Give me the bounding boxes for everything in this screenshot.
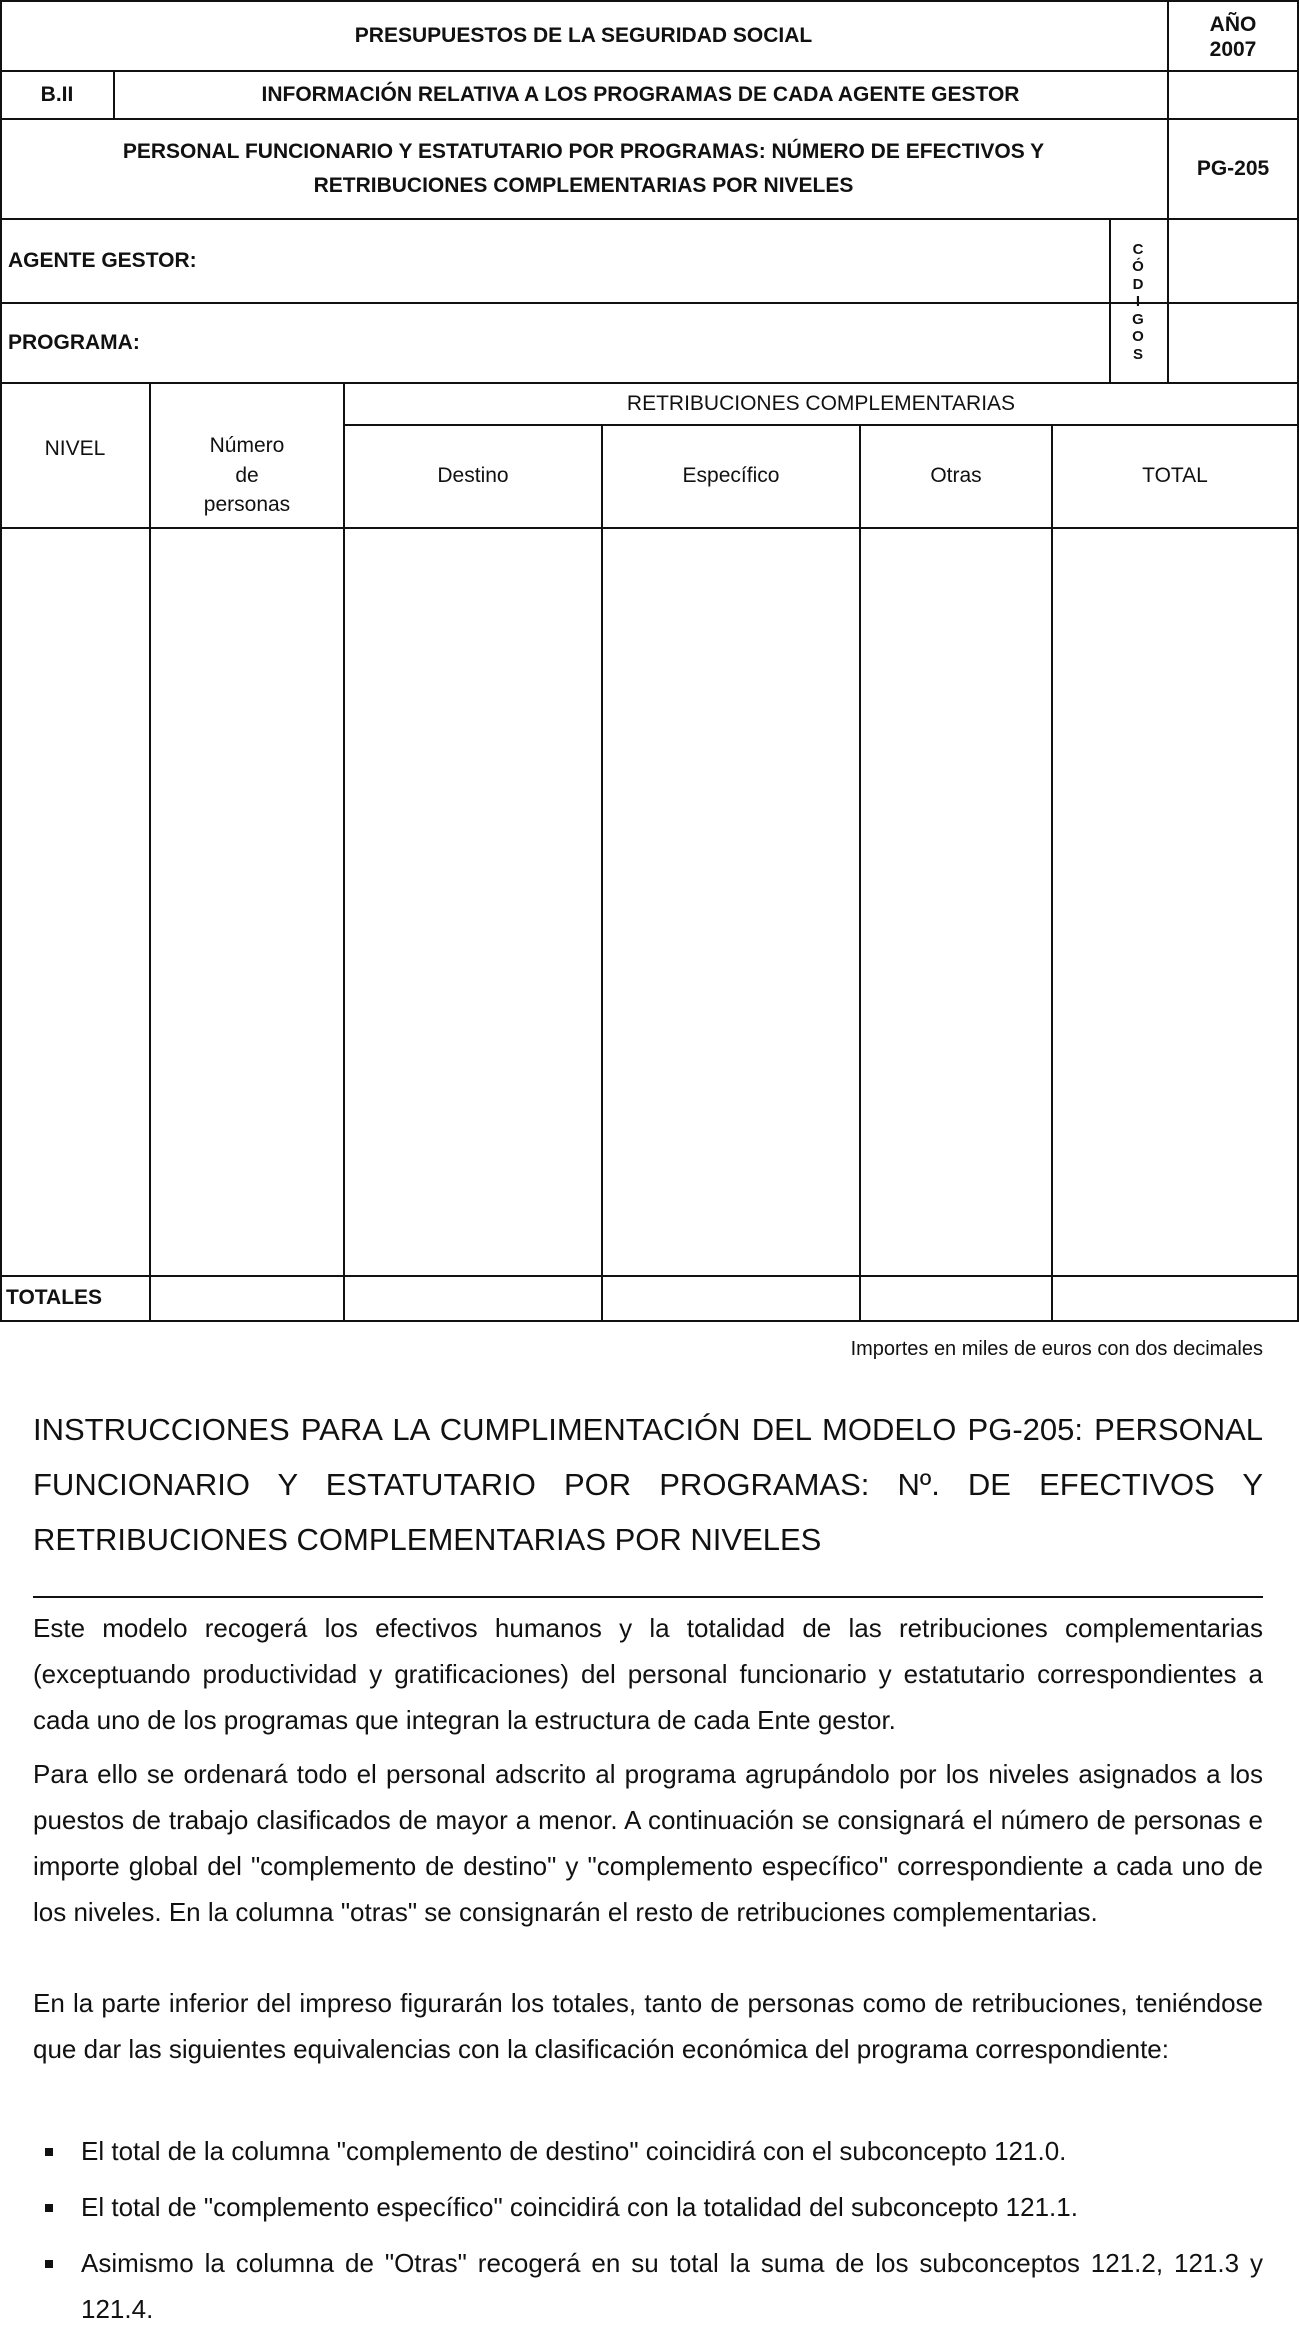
retribuciones-group-header: RETRIBUCIONES COMPLEMENTARIAS [626,391,1016,415]
programa-label: PROGRAMA: [8,330,140,354]
form-title-line2: RETRIBUCIONES COMPLEMENTARIAS POR NIVELES [313,174,854,197]
codigos-letter: G [1132,310,1144,328]
col-personas-line3: personas [203,493,291,517]
codigos-letter: C [1132,240,1144,258]
bullet-icon [45,2148,53,2156]
col-otras: Otras [930,464,982,488]
bullet-text: El total de la columna "complemento de destino" coincidirá con el subconcepto 121.0. [81,2136,1067,2166]
agente-gestor-label: AGENTE GESTOR: [8,248,197,272]
bullet-icon [45,2260,53,2268]
year-value: 2007 [1209,38,1257,61]
codigo-agente-box[interactable] [1169,220,1297,302]
codigo-programa-box[interactable] [1169,304,1297,382]
instruction-paragraph: Para ello se ordenará todo el personal adscrito al programa agrupándolo por los niveles asignados a los puestos de trabajo clasificados de mayor a menor. A continuación se consignará el número de personas e importe global del "complemento de destino" y "complemento específico" correspondiente a cada uno de los niveles. En la columna "otras" se consignarán el resto de retribuciones complementarias. [33,1759,1263,1927]
form-title-line1: PERSONAL FUNCIONARIO Y ESTATUTARIO POR PROGRAMAS: NÚMERO DE EFECTIVOS Y [122,140,1045,164]
section-title: INFORMACIÓN RELATIVA A LOS PROGRAMAS DE CADA AGENTE GESTOR [261,82,1020,106]
col-total: TOTAL [1142,464,1208,488]
section-code: B.II [40,82,74,106]
col-destino: Destino [437,464,509,488]
form-title [0,119,1167,219]
col-personas-line1: Número [209,434,285,458]
bullet-icon [45,2204,53,2212]
codigos-letter: I [1135,293,1141,311]
rule [0,1275,1299,1277]
codigos-vertical-label [1110,222,1166,382]
heading-rule [33,1596,1263,1598]
bullet-text: Asimismo la columna de "Otras" recogerá en su total la suma de los subconceptos 121.2, 121.3 y 121.4. [81,2248,1263,2324]
codigos-letter: O [1132,328,1144,346]
amounts-note: Importes en miles de euros con dos decimales [850,1338,1263,1360]
list-item [33,2184,1263,2230]
bullet-text: El total de "complemento específico" coincidirá con la totalidad del subconcepto 121.1. [81,2192,1078,2222]
col-numero-personas [150,424,344,527]
codigos-letter: S [1132,345,1143,363]
table-body-entry-area[interactable] [2,529,1297,1275]
year-block [1168,4,1298,70]
instructions-heading: INSTRUCCIONES PARA LA CUMPLIMENTACIÓN DEL MODELO PG-205: PERSONAL FUNCIONARIO Y ESTATUTARIO POR PROGRAMAS: Nº. DE EFECTIVOS Y RETRIBUCIONES COMPLEMENTARIAS POR NIVELES [33,1412,1263,1557]
totales-label: TOTALES [6,1286,103,1310]
col-personas-line2: de [235,463,259,487]
col-especifico: Específico [682,464,780,488]
list-item [33,2240,1263,2332]
codigos-letter: D [1132,275,1144,293]
instruction-paragraph: Este modelo recogerá los efectivos humanos y la totalidad de las retribuciones complementarias (exceptuando productividad y gratificaciones) del personal funcionario y estatutario correspondientes a cada uno de los programas que integran la estructura de cada Ente gestor. [33,1613,1263,1735]
instruction-bullets [33,2128,1263,2342]
instruction-paragraph: En la parte inferior del impreso figurarán los totales, tanto de personas como de retribuciones, teniéndose que dar las siguientes equivalencias con la clasificación económica del programa correspondiente: [33,1988,1263,2064]
doc-title: PRESUPUESTOS DE LA SEGURIDAD SOCIAL [354,23,813,47]
codigos-letter: Ó [1132,258,1144,276]
form-code: PG-205 [1196,156,1270,180]
rule [0,1320,1299,1322]
col-nivel: NIVEL [44,436,106,460]
year-label: AÑO [1209,12,1257,36]
list-item [33,2128,1263,2174]
